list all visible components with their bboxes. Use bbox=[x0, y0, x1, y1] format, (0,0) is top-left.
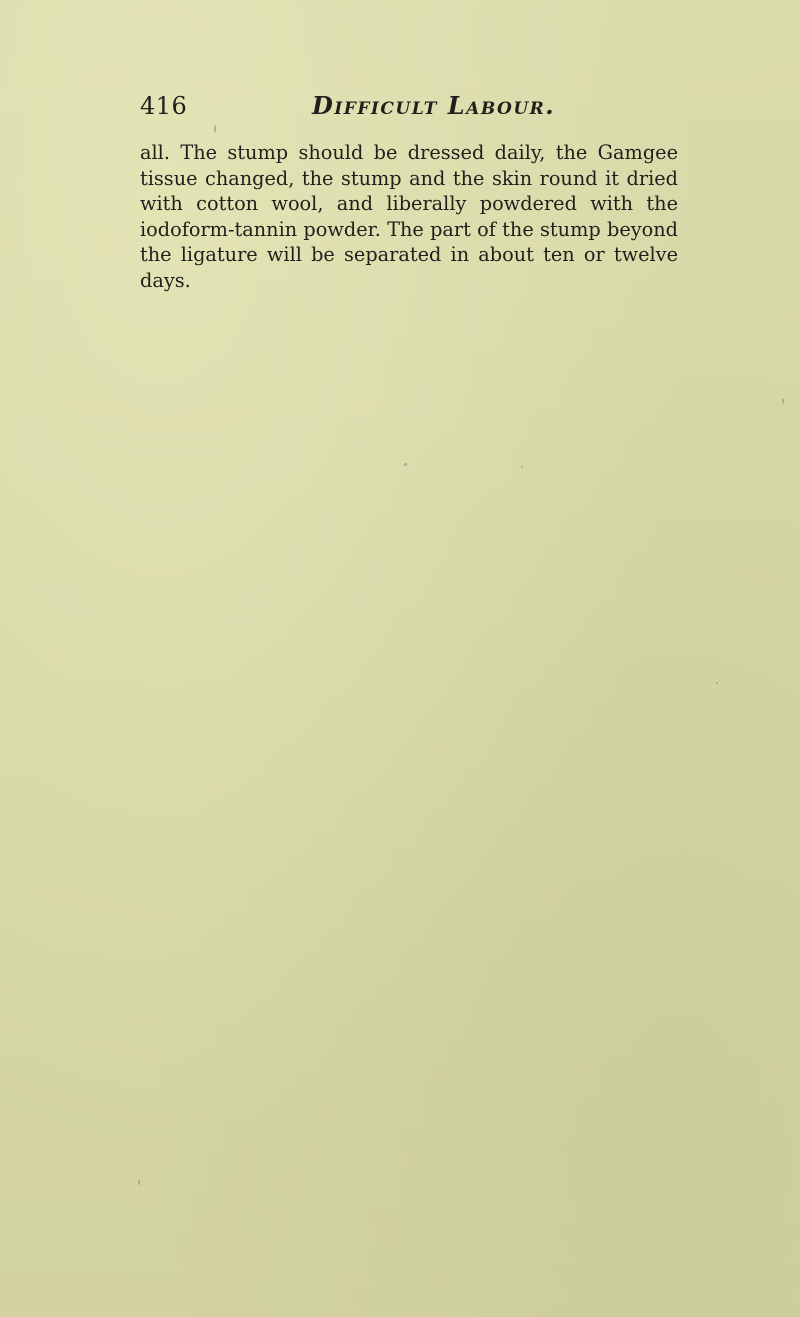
paper-speck bbox=[404, 463, 407, 466]
paper-speck bbox=[138, 1180, 140, 1185]
paper-speck bbox=[782, 398, 784, 404]
running-title: Difficult Labour. bbox=[312, 91, 556, 120]
paper-speck bbox=[214, 125, 216, 133]
page-number: 416 bbox=[140, 92, 188, 120]
paper-speck bbox=[521, 466, 523, 468]
paper-speck bbox=[716, 682, 718, 684]
body-paragraph: all. The stump should be dressed daily, the Gamgee tissue changed, the stump and the skin round it dried with cotton wool, and liberally powdered with the iodoform-tannin powder. The part of the stump beyond the ligature will be separated in about ten or twelve days. bbox=[140, 141, 678, 292]
page-header bbox=[140, 92, 700, 128]
